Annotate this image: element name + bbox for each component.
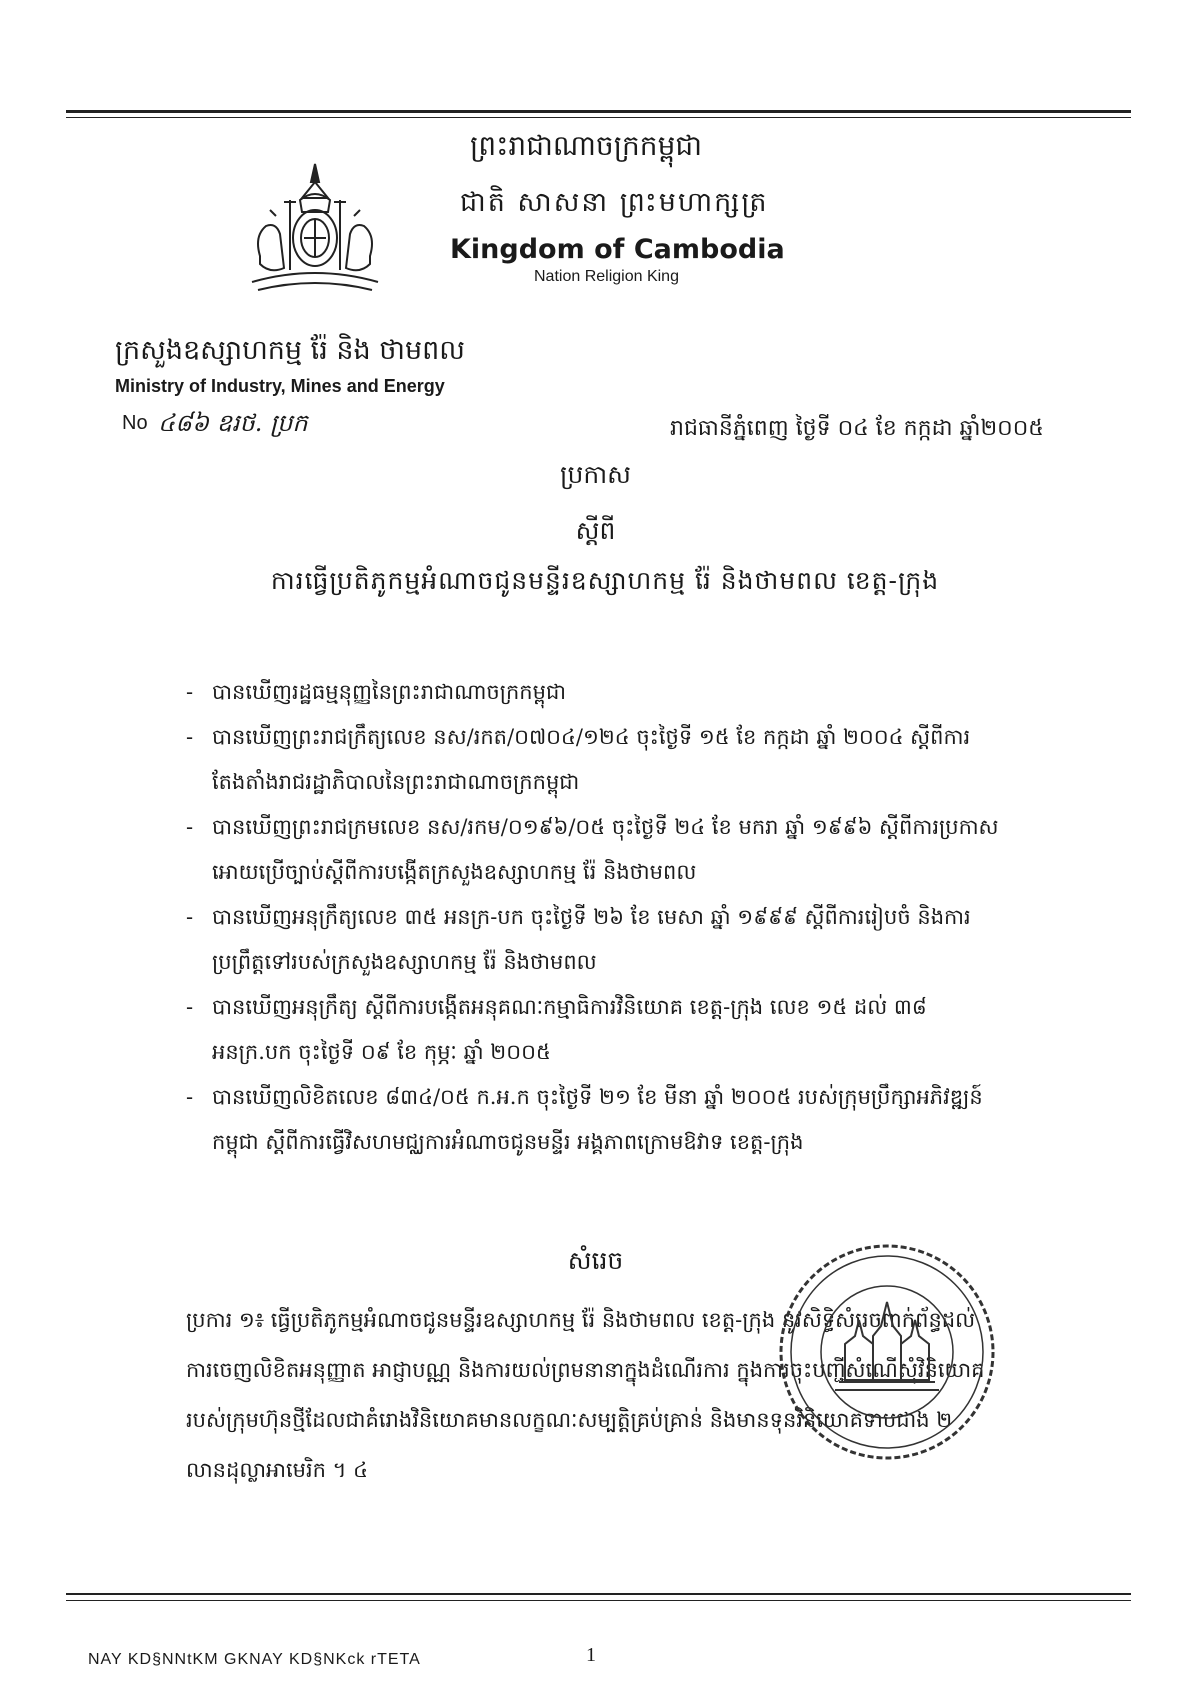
- ministry-name-english: Ministry of Industry, Mines and Energy: [115, 376, 445, 396]
- document-type: ប្រកាស: [560, 460, 631, 489]
- bottom-rule-thin: [66, 1600, 1131, 1601]
- page-number: 1: [586, 1644, 596, 1666]
- top-rule: [66, 110, 1131, 113]
- motto-khmer: ជាតិ សាសនា ព្រះមហាក្សត្រ: [460, 187, 769, 218]
- bottom-rule: [66, 1593, 1131, 1595]
- ministry-name-khmer: ក្រសួងឧស្សាហកម្ម រ៉ែ និង ថាមពល: [115, 335, 465, 366]
- document-subject: ការធ្វើប្រតិភូកម្មអំណាចជូនមន្ទីរឧស្សាហកម្ម រ៉ែ និងថាមពល ខេត្ត-ក្រុង: [270, 566, 940, 595]
- official-seal-icon: [775, 1240, 1000, 1465]
- reference-number: ៤៨៦ ឧរថ. ប្រក: [158, 409, 308, 437]
- consideration-item: - បានឃើញលិខិតលេខ ៨៣៤/០៥ ក.អ.ក ចុះថ្ងៃទី ២១ ខែ មីនា ឆ្នាំ ២០០៥ របស់ក្រុមប្រឹក្សាអភិវឌ្ឍន៍កម្ពុជា ស្តីពីការធ្វើវិសហមជ្ឈការអំណាចជូនមន្ទីរ អង្គភាពក្រោមឱវាទ ខេត្ត-ក្រុង: [186, 1075, 1006, 1165]
- reference-label: No: [122, 412, 148, 434]
- consideration-item: - បានឃើញអនុក្រឹត្យលេខ ៣៥ អនក្រ-បក ចុះថ្ងៃទី ២៦ ខែ មេសា ឆ្នាំ ១៩៩៩ ស្តីពីការរៀបចំ និងការប្រព្រឹត្តទៅរបស់ក្រសួងឧស្សាហកម្ម រ៉ែ និងថាមពល: [186, 895, 1006, 985]
- consideration-item: - បានឃើញអនុក្រឹត្យ ស្តីពីការបង្កើតអនុគណៈកម្មាធិការវិនិយោគ ខេត្ត-ក្រុង លេខ ១៥ ដល់ ៣៨ អនក្រ.បក ចុះថ្ងៃទី ០៩ ខែ កុម្ភៈ ឆ្នាំ ២០០៥: [186, 985, 1006, 1075]
- consideration-item: - បានឃើញរដ្ឋធម្មនុញ្ញនៃព្រះរាជាណាចក្រកម្ពុជា: [186, 670, 1006, 715]
- motto-english: Nation Religion King: [534, 268, 679, 285]
- document-regarding: ស្តីពី: [575, 516, 616, 545]
- considerations-list: [186, 670, 1006, 1165]
- royal-emblem-icon: [240, 160, 390, 300]
- consideration-item: - បានឃើញព្រះរាជក្រឹត្យលេខ នស/រកត/០៧០៤/១២៤ ចុះថ្ងៃទី ១៥ ខែ កក្កដា ឆ្នាំ ២០០៤ ស្តីពីការតែងតាំងរាជរដ្ឋាភិបាលនៃព្រះរាជាណាចក្រកម្ពុជា: [186, 715, 1006, 805]
- kingdom-khmer: ព្រះរាជាណាចក្រកម្ពុជា: [470, 129, 703, 162]
- decision-heading: សំរេច: [567, 1246, 624, 1275]
- kingdom-english: Kingdom of Cambodia: [450, 234, 785, 265]
- article-1: ប្រការ ១៖ ធ្វើប្រតិភូកម្មអំណាចជូនមន្ទីរឧស្សាហកម្ម រ៉ែ និងថាមពល ខេត្ត-ក្រុង នូវសិទ្ធិសំរេចពាក់ព័ន្ធដល់ការចេញលិខិតអនុញ្ញាត អាជ្ញាបណ្ណ និងការយល់ព្រមនានាក្នុងដំណើរការ ក្នុងការចុះបញ្ជីសំណើសុំវិនិយោគរបស់ក្រុមហ៊ុនថ្មីដែលជាគំរោងវិនិយោគមានលក្ខណៈសម្បត្តិគ្រប់គ្រាន់ និងមានទុនវិនិយោគទាបជាង ២ លានដុល្លាអាមេរិក ។ ៤: [186, 1308, 985, 1482]
- footer-text: NAY KD§NNtKM GKNAY KD§NKck rTETA: [88, 1651, 421, 1668]
- place-and-date: រាជធានីភ្នំពេញ ថ្ងៃទី ០៤ ខែ កក្កដា ឆ្នាំ២០០៥: [670, 416, 1044, 441]
- top-rule-thin: [66, 117, 1131, 118]
- consideration-item: - បានឃើញព្រះរាជក្រមលេខ នស/រកម/០១៩៦/០៥ ចុះថ្ងៃទី ២៤ ខែ មករា ឆ្នាំ ១៩៩៦ ស្តីពីការប្រកាសអោយប្រើច្បាប់ស្តីពីការបង្កើតក្រសួងឧស្សាហកម្ម រ៉ែ និងថាមពល: [186, 805, 1006, 895]
